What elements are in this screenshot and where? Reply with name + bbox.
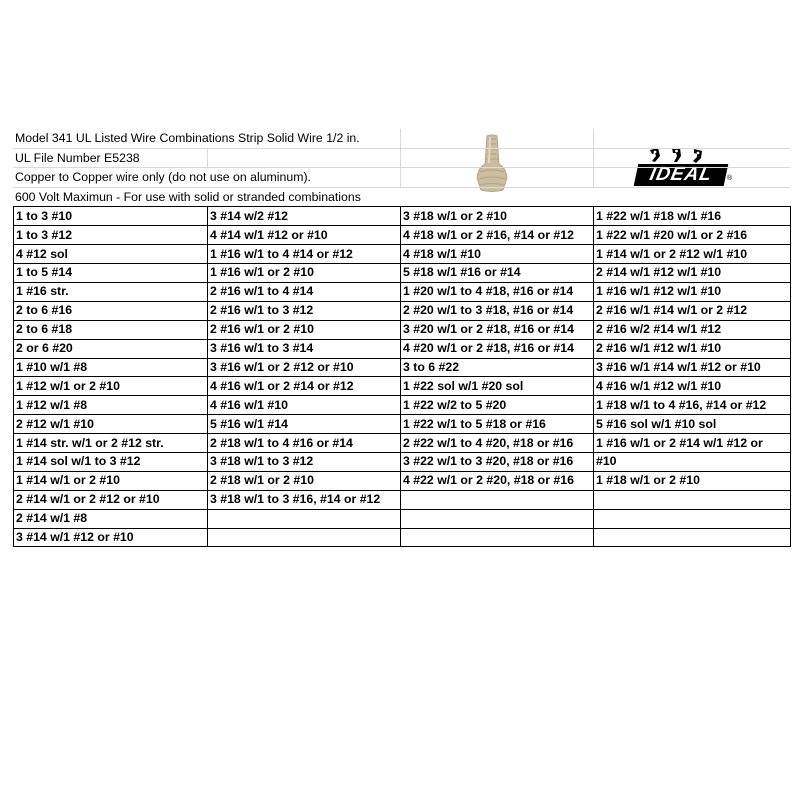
table-row bbox=[14, 490, 791, 509]
table-cell: 5 #18 w/1 #16 or #14 bbox=[401, 264, 594, 283]
table-cell: 1 #14 str. w/1 or 2 #12 str. bbox=[14, 434, 208, 453]
table-cell: 2 #18 w/1 or 2 #10 bbox=[208, 471, 401, 490]
table-cell: 2 #20 w/1 to 3 #18, #16 or #14 bbox=[401, 301, 594, 320]
table-cell: 1 #14 sol w/1 to 3 #12 bbox=[14, 452, 208, 471]
table-cell bbox=[594, 490, 791, 509]
table-cell bbox=[594, 509, 791, 528]
table-cell: 2 #22 w/1 to 4 #20, #18 or #16 bbox=[401, 434, 594, 453]
voltage-note: 600 Volt Maximun - For use with solid or stranded combinations bbox=[15, 189, 361, 204]
table-cell: 4 #22 w/1 or 2 #20, #18 or #16 bbox=[401, 471, 594, 490]
table-cell: 3 #22 w/1 to 3 #20, #18 or #16 bbox=[401, 452, 594, 471]
table-cell: 1 #22 w/1 #20 w/1 or 2 #16 bbox=[594, 226, 791, 245]
table-cell: 2 #12 w/1 #10 bbox=[14, 415, 208, 434]
table-cell: 1 #12 w/1 #8 bbox=[14, 396, 208, 415]
table-cell: 1 #22 w/1 #18 w/1 #16 bbox=[594, 207, 791, 226]
combinations-table-body bbox=[14, 207, 791, 547]
copper-note: Copper to Copper wire only (do not use on aluminum). bbox=[15, 170, 311, 185]
table-row bbox=[14, 528, 791, 547]
table-cell: 2 or 6 #20 bbox=[14, 339, 208, 358]
table-row bbox=[14, 339, 791, 358]
table-cell: 3 to 6 #22 bbox=[401, 358, 594, 377]
grid-divider bbox=[593, 168, 594, 187]
table-cell: 5 #16 w/1 #14 bbox=[208, 415, 401, 434]
table-row bbox=[14, 471, 791, 490]
table-cell: 4 #12 sol bbox=[14, 245, 208, 264]
logo-wordmark: IDEAL bbox=[634, 164, 729, 186]
table-cell: 1 #10 w/1 #8 bbox=[14, 358, 208, 377]
table-row bbox=[14, 434, 791, 453]
grid-divider bbox=[207, 149, 208, 168]
table-row bbox=[14, 320, 791, 339]
table-cell bbox=[401, 528, 594, 547]
table-row bbox=[14, 226, 791, 245]
table-cell: #10 bbox=[594, 452, 791, 471]
table-cell: 1 #16 w/1 or 2 #14 w/1 #12 or bbox=[594, 434, 791, 453]
table-cell: 2 #14 w/1 or 2 #12 or #10 bbox=[14, 490, 208, 509]
table-cell: 2 #14 w/1 #8 bbox=[14, 509, 208, 528]
table-cell: 1 #16 w/1 to 4 #14 or #12 bbox=[208, 245, 401, 264]
table-row bbox=[14, 377, 791, 396]
table-cell: 3 #18 w/1 to 3 #12 bbox=[208, 452, 401, 471]
table-cell bbox=[401, 509, 594, 528]
table-cell: 2 #16 w/1 #14 w/1 or 2 #12 bbox=[594, 301, 791, 320]
table-cell: 2 #14 w/1 #12 w/1 #10 bbox=[594, 264, 791, 283]
table-cell: 3 #20 w/1 or 2 #18, #16 or #14 bbox=[401, 320, 594, 339]
table-row bbox=[14, 301, 791, 320]
table-cell: 1 to 3 #12 bbox=[14, 226, 208, 245]
table-cell: 3 #18 w/1 or 2 #10 bbox=[401, 207, 594, 226]
grid-divider bbox=[400, 129, 401, 148]
table-cell: 1 to 3 #10 bbox=[14, 207, 208, 226]
table-cell: 2 #16 w/1 to 4 #14 bbox=[208, 282, 401, 301]
table-cell: 4 #16 w/1 #10 bbox=[208, 396, 401, 415]
table-cell: 2 to 6 #16 bbox=[14, 301, 208, 320]
table-cell: 3 #14 w/1 #12 or #10 bbox=[14, 528, 208, 547]
table-row bbox=[14, 509, 791, 528]
table-cell: 3 #16 w/1 to 3 #14 bbox=[208, 339, 401, 358]
table-cell: 5 #16 sol w/1 #10 sol bbox=[594, 415, 791, 434]
table-row bbox=[14, 264, 791, 283]
header-row-1 bbox=[13, 129, 790, 149]
table-cell bbox=[208, 528, 401, 547]
table-row bbox=[14, 452, 791, 471]
table-cell bbox=[401, 490, 594, 509]
registered-mark: ® bbox=[727, 175, 733, 182]
table-row bbox=[14, 396, 791, 415]
table-cell bbox=[208, 509, 401, 528]
table-row bbox=[14, 245, 791, 264]
table-row bbox=[14, 282, 791, 301]
wire-combinations-sheet bbox=[13, 129, 790, 547]
grid-divider bbox=[593, 149, 594, 168]
table-cell: 4 #14 w/1 #12 or #10 bbox=[208, 226, 401, 245]
table-cell: 1 #16 w/1 #12 w/1 #10 bbox=[594, 282, 791, 301]
header-row-2 bbox=[13, 149, 790, 169]
header-row-4 bbox=[13, 188, 790, 207]
table-cell: 4 #18 w/1 or 2 #16, #14 or #12 bbox=[401, 226, 594, 245]
table-row bbox=[14, 415, 791, 434]
table-cell: 2 #16 w/1 or 2 #10 bbox=[208, 320, 401, 339]
model-title: Model 341 UL Listed Wire Combinations Strip Solid Wire 1/2 in. bbox=[15, 131, 360, 145]
table-cell: 2 #16 w/2 #14 w/1 #12 bbox=[594, 320, 791, 339]
grid-divider bbox=[400, 168, 401, 187]
table-row bbox=[14, 358, 791, 377]
combinations-table bbox=[13, 206, 791, 547]
grid-divider bbox=[593, 129, 594, 148]
table-cell: 2 #16 w/1 to 3 #12 bbox=[208, 301, 401, 320]
table-cell: 1 #22 w/1 to 5 #18 or #16 bbox=[401, 415, 594, 434]
table-cell: 1 #20 w/1 to 4 #18, #16 or #14 bbox=[401, 282, 594, 301]
table-cell: 3 #18 w/1 to 3 #16, #14 or #12 bbox=[208, 490, 401, 509]
ul-file-number: UL File Number E5238 bbox=[15, 150, 140, 165]
table-cell: 2 #18 w/1 to 4 #16 or #14 bbox=[208, 434, 401, 453]
table-cell: 3 #16 w/1 #14 w/1 #12 or #10 bbox=[594, 358, 791, 377]
table-cell: 3 #16 w/1 or 2 #12 or #10 bbox=[208, 358, 401, 377]
table-cell: 1 #22 w/2 to 5 #20 bbox=[401, 396, 594, 415]
header-row-3 bbox=[13, 168, 790, 188]
table-cell: 1 #16 str. bbox=[14, 282, 208, 301]
table-cell: 1 #16 w/1 or 2 #10 bbox=[208, 264, 401, 283]
table-cell: 1 #14 w/1 or 2 #10 bbox=[14, 471, 208, 490]
table-cell: 4 #16 w/1 or 2 #14 or #12 bbox=[208, 377, 401, 396]
table-cell: 1 #18 w/1 or 2 #10 bbox=[594, 471, 791, 490]
table-cell: 1 #14 w/1 or 2 #12 w/1 #10 bbox=[594, 245, 791, 264]
table-cell: 1 to 5 #14 bbox=[14, 264, 208, 283]
table-row bbox=[14, 207, 791, 226]
table-cell: 1 #22 sol w/1 #20 sol bbox=[401, 377, 594, 396]
table-cell: 4 #18 w/1 #10 bbox=[401, 245, 594, 264]
table-cell: 4 #16 w/1 #12 w/1 #10 bbox=[594, 377, 791, 396]
table-cell: 2 #16 w/1 #12 w/1 #10 bbox=[594, 339, 791, 358]
table-cell: 2 to 6 #18 bbox=[14, 320, 208, 339]
table-cell bbox=[594, 528, 791, 547]
grid-divider bbox=[400, 149, 401, 168]
table-cell: 3 #14 w/2 #12 bbox=[208, 207, 401, 226]
table-cell: 1 #18 w/1 to 4 #16, #14 or #12 bbox=[594, 396, 791, 415]
table-cell: 1 #12 w/1 or 2 #10 bbox=[14, 377, 208, 396]
table-cell: 4 #20 w/1 or 2 #18, #16 or #14 bbox=[401, 339, 594, 358]
